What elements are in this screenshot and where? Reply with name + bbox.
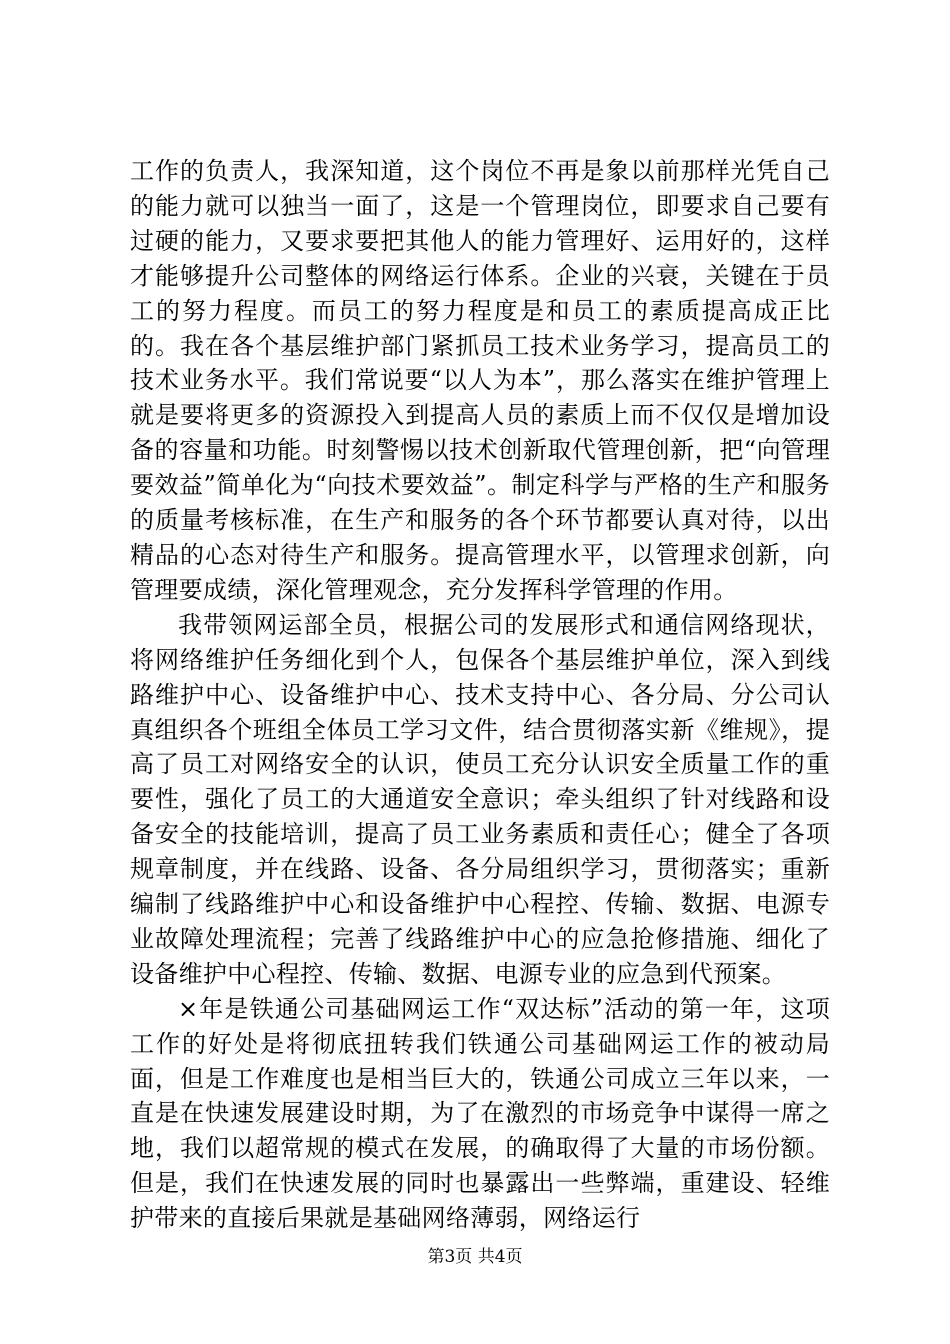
paragraph-3: ×年是铁通公司基础网运工作“双达标”活动的第一年，这项工作的好处是将彻底扭转我们铁通公司基础网运工作的被动局面，但是工作难度也是相当巨大的，铁通公司成立三年以来，一直是在快速发展建设时期，为了在激烈的市场竞争中谋得一席之地，我们以超常规的模式在发展，的确取得了大量的市场份额。但是，我们在快速发展的同时也暴露出一些弊端，重建设、轻维护带来的直接后果就是基础网络薄弱，网络运行 — [130, 994, 830, 1233]
page-number: 第3页 共4页 — [427, 1247, 523, 1267]
body-text — [130, 154, 830, 1236]
paragraph-1: 工作的负责人，我深知道，这个岗位不再是象以前那样光凭自己的能力就可以独当一面了，这是一个管理岗位，即要求自己要有过硬的能力，又要求要把其他人的能力管理好、运用好的，这样才能够提升公司整体的网络运行体系。企业的兴衰，关键在于员工的努力程度。而员工的努力程度是和员工的素质提高成正比的。我在各个基层维护部门紧抓员工技术业务学习，提高员工的技术业务水平。我们常说要“以人为本”，那么落实在维护管理上就是要将更多的资源投入到提高人员的素质上而不仅仅是增加设备的容量和功能。时刻警惕以技术创新取代管理创新，把“向管理要效益”简单化为“向技术要效益”。制定科学与严格的生产和服务的质量考核标准，在生产和服务的各个环节都要认真对待，以出精品的心态对待生产和服务。提高管理水平，以管理求创新，向管理要成绩，深化管理观念，充分发挥科学管理的作用。 — [130, 157, 830, 604]
page-footer — [0, 1245, 950, 1269]
paragraph-2: 我带领网运部全员，根据公司的发展形式和通信网络现状，将网络维护任务细化到个人，包保各个基层维护单位，深入到线路维护中心、设备维护中心、技术支持中心、各分局、分公司认真组织各个班组全体员工学习文件，结合贯彻落实新《维规》，提高了员工对网络安全的认识，使员工充分认识安全质量工作的重要性，强化了员工的大通道安全意识；牵头组织了针对线路和设备安全的技能培训，提高了员工业务素质和责任心；健全了各项规章制度，并在线路、设备、各分局组织学习，贯彻落实；重新编制了线路维护中心和设备维护中心程控、传输、数据、电源专业故障处理流程；完善了线路维护中心的应急抢修措施、细化了设备维护中心程控、传输、数据、电源专业的应急到代预案。 — [130, 610, 830, 988]
